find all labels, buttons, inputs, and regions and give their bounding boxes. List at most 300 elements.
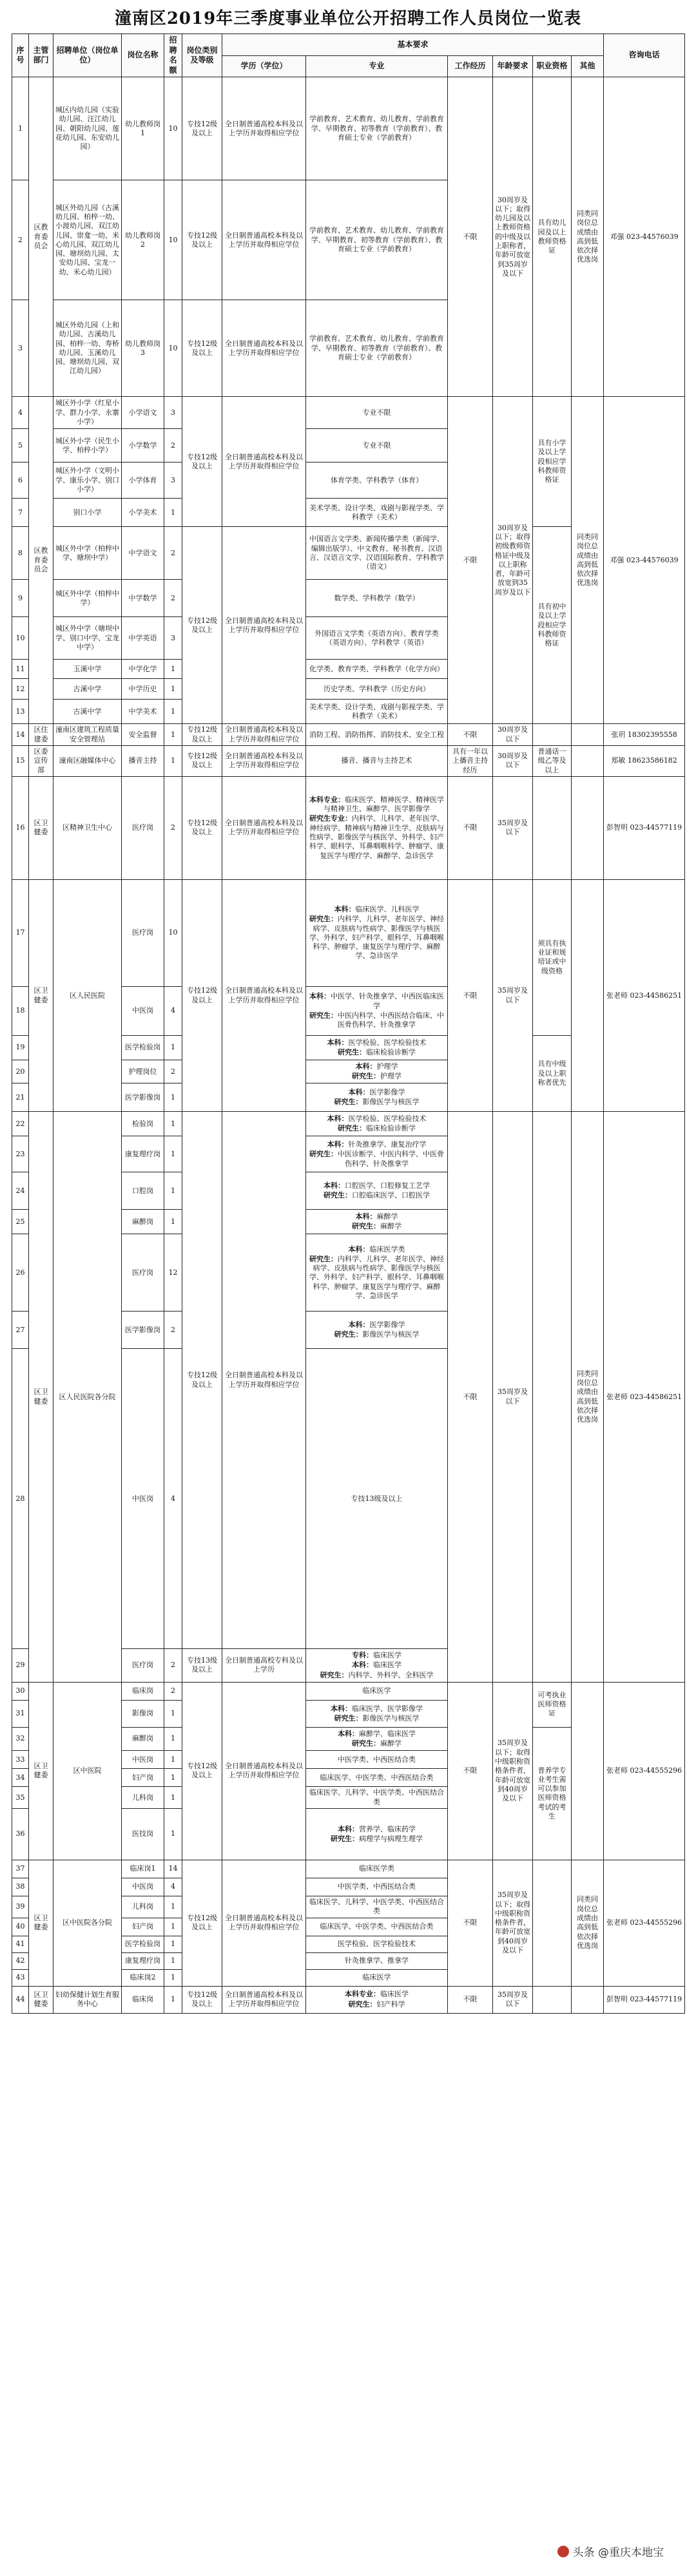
table-cell: 1 [164, 1936, 182, 1952]
major-line [308, 1150, 445, 1169]
table-cell: 全日制普通高校本科及以上学历并取得相应学位 [222, 77, 306, 180]
table-cell: 小学美术 [122, 499, 164, 527]
table-cell: 1 [164, 1769, 182, 1787]
major-line [308, 1181, 445, 1190]
table-cell: 临床医学、儿科学、中医学类、中西医结合类 [306, 1896, 448, 1918]
table-cell: 34 [12, 1769, 29, 1787]
table-cell: 儿科岗 [122, 1896, 164, 1918]
header-other: 其他 [572, 55, 604, 77]
table-cell: 1 [164, 1969, 182, 1986]
watermark [551, 2541, 670, 2562]
table-cell: 不限 [448, 724, 493, 746]
table-cell: 不限 [448, 1682, 493, 1860]
table-cell: 潼南区建筑工程质量安全管理站 [53, 724, 122, 746]
table-cell [306, 1727, 448, 1751]
major-line-text: 医学检验、医学检验技术 [348, 1114, 427, 1123]
major-line-label: 研究生： [352, 1222, 380, 1231]
table-cell [306, 1234, 448, 1312]
table-cell: 1 [164, 1952, 182, 1969]
table-cell: 中学数学 [122, 580, 164, 617]
header-unit: 招聘单位（岗位单位） [53, 34, 122, 77]
major-line [308, 1714, 445, 1723]
major-line-label: 本科专业： [345, 1990, 380, 1999]
table-cell: 区卫健委 [29, 879, 53, 1112]
table-cell: 临床医学、中医学类、中西医结合类 [306, 1918, 448, 1936]
major-line [308, 1825, 445, 1834]
table-cell: 区人民医院各分院 [53, 1112, 122, 1682]
table-cell: 中学美术 [122, 700, 164, 724]
major-line-text: 医学影像学 [369, 1321, 405, 1330]
table-cell: 区教育委员会 [29, 77, 53, 397]
table-cell: 10 [164, 180, 182, 300]
major-line [308, 1835, 445, 1844]
table-cell: 10 [164, 300, 182, 397]
table-cell [572, 776, 604, 879]
table-cell: 中学语文 [122, 527, 164, 580]
table-cell: 临床医学 [306, 1969, 448, 1986]
table-cell: 3 [164, 397, 182, 429]
major-line [308, 2000, 445, 2009]
table-cell: 小学数学 [122, 429, 164, 463]
header-basic-requirements: 基本要求 [222, 34, 604, 56]
table-cell: 安全监督 [122, 724, 164, 746]
table-cell: 22 [12, 1112, 29, 1136]
table-cell: 中医岗 [122, 986, 164, 1035]
major-line-text: 临床检验诊断学 [366, 1124, 416, 1133]
table-cell: 别口小学 [53, 499, 122, 527]
table-cell: 33 [12, 1751, 29, 1769]
table-cell: 8 [12, 527, 29, 580]
table-cell: 1 [164, 724, 182, 746]
table-cell: 全日制普通高校本科及以上学历并取得相应学位 [222, 776, 306, 879]
table-cell: 麻醉岗 [122, 1727, 164, 1751]
table-cell: 专技12级及以上 [182, 1682, 222, 1860]
table-cell: 医疗岗 [122, 1234, 164, 1312]
table-cell: 中医岗 [122, 1349, 164, 1649]
table-cell: 1 [164, 700, 182, 724]
major-line-label: 研究生： [331, 1835, 359, 1844]
major-line-label: 研究生： [309, 1011, 338, 1020]
table-cell: 4 [164, 1878, 182, 1896]
table-cell: 专技12级及以上 [182, 1112, 222, 1649]
table-cell: 1 [164, 1210, 182, 1234]
table-cell: 20 [12, 1060, 29, 1083]
table-cell: 具有初中及以上学段相应学科教师资格证 [533, 527, 572, 724]
table-cell: 不限 [448, 397, 493, 724]
table-cell: 中学化学 [122, 660, 164, 679]
table-cell: 具有中级及以上职称者优先 [533, 1035, 572, 1112]
table-cell [306, 1060, 448, 1083]
table-cell: 不限 [448, 879, 493, 1112]
table-cell: 潼南区融媒体中心 [53, 745, 122, 776]
table-cell: 医学影像岗 [122, 1083, 164, 1112]
major-line-text: 中医学、针灸推拿学、中西医临床医学 [331, 992, 444, 1010]
table-cell: 区卫健委 [29, 1112, 53, 1682]
page-title: 潼南区2019年三季度事业单位公开招聘工作人员岗位一览表 [114, 9, 582, 28]
table-cell: 全日制普通高校本科及以上学历并取得相应学位 [222, 1112, 306, 1649]
watermark-logo-icon [557, 2546, 569, 2557]
table-cell: 10 [12, 617, 29, 660]
table-cell: 21 [12, 1083, 29, 1112]
table-cell: 历史学类、学科教学（历史方向） [306, 679, 448, 700]
major-line-text: 麻醉学 [380, 1739, 401, 1748]
table-cell: 医学检验岗 [122, 1936, 164, 1952]
table-cell: 18 [12, 986, 29, 1035]
major-line-label: 研究生专业： [309, 814, 352, 823]
table-cell: 外国语言文学类（英语方向）、教育学类（英语方向）、学科教学（英语） [306, 617, 448, 660]
header-quota: 招聘名额 [164, 34, 182, 77]
table-cell [572, 724, 604, 746]
table-cell [572, 1986, 604, 2013]
table-cell: 35 [12, 1787, 29, 1809]
table-cell: 1 [164, 1751, 182, 1769]
major-line [308, 1048, 445, 1057]
watermark-text: 头条 @重庆本地宝 [572, 2546, 664, 2559]
major-line-text: 护理学 [376, 1062, 398, 1071]
table-cell: 1 [164, 1787, 182, 1809]
major-line [308, 1671, 445, 1680]
table-header [12, 34, 685, 77]
table-cell: 2 [164, 1060, 182, 1083]
major-line-label: 本科： [334, 904, 356, 913]
table-cell: 全日制普通高校本科及以上学历并取得相应学位 [222, 527, 306, 724]
major-line [308, 1088, 445, 1097]
table-cell: 14 [12, 724, 29, 746]
major-line [308, 1739, 445, 1748]
major-line [308, 1062, 445, 1071]
table-cell: 临床岗 [122, 1986, 164, 2013]
major-line [308, 1072, 445, 1081]
table-cell: 1 [164, 1035, 182, 1060]
table-cell: 专业不限 [306, 397, 448, 429]
table-cell: 35周岁及以下 [493, 879, 533, 1112]
table-cell: 临床医学、儿科学、中医学类、中西医结合类 [306, 1787, 448, 1809]
major-line-label: 研究生： [348, 1999, 377, 2008]
table-cell: 1 [164, 1986, 182, 2013]
table-cell: 35周岁及以下；取得中级职称资格条件者，年龄可放宽到40周岁及以下 [493, 1860, 533, 1987]
table-cell: 城区外中学（塘坝中学、别口中学、宝龙中学） [53, 617, 122, 660]
table-cell: 妇幼保健计划生育服务中心 [53, 1986, 122, 2013]
table-cell: 中学英语 [122, 617, 164, 660]
table-cell [306, 1172, 448, 1210]
major-line-label: 本科： [324, 1181, 345, 1190]
table-cell: 4 [12, 397, 29, 429]
table-cell: 妇产岗 [122, 1918, 164, 1936]
table-cell: 3 [164, 463, 182, 499]
table-cell: 小学语文 [122, 397, 164, 429]
table-cell: 医疗岗 [122, 879, 164, 986]
table-cell: 影像岗 [122, 1700, 164, 1727]
major-line [308, 1321, 445, 1330]
table-cell: 美术学类、设计学类、戏剧与影视学类、学科教学（美术） [306, 499, 448, 527]
table-cell: 区卫健委 [29, 776, 53, 879]
recruitment-table [12, 33, 685, 2014]
table-cell: 区卫健委 [29, 1860, 53, 1987]
header-contact: 咨询电话 [604, 34, 685, 77]
table-cell [306, 879, 448, 986]
table-cell: 专技12级及以上 [182, 527, 222, 724]
table-cell: 1 [164, 1896, 182, 1918]
major-line-label: 本科： [338, 1824, 359, 1833]
table-cell: 儿科岗 [122, 1787, 164, 1809]
table-cell: 张老师 023-44555296 [604, 1860, 685, 1987]
table-cell: 医技岗 [122, 1809, 164, 1860]
table-cell: 40 [12, 1918, 29, 1936]
table-cell: 13 [12, 700, 29, 724]
table-cell: 医学影像岗 [122, 1312, 164, 1349]
table-cell [533, 724, 572, 746]
major-line-label: 本科： [348, 1088, 370, 1097]
table-row [12, 745, 685, 776]
table-cell: 全日制普通高校本科及以上学历并取得相应学位 [222, 724, 306, 746]
major-line-text: 内科学、儿科学、老年医学、神经病学、精神病与精神卫生学、皮肤病与性病学、影像医学与核医学、外科学、妇产科学、眼科学、耳鼻咽喉科学、肿瘤学、康复医学与理疗学、麻醉学、急诊医学 [309, 814, 444, 860]
table-cell: 专技12级及以上 [182, 300, 222, 397]
major-line [308, 1255, 445, 1301]
table-cell [306, 1700, 448, 1727]
table-cell: 张老师 023-44586251 [604, 1112, 685, 1682]
major-line-label: 研究生： [334, 1330, 363, 1339]
table-cell: 城区外幼儿园（上和幼儿园、古溪幼儿园、柏梓一幼、寿桥幼儿园、玉溪幼儿园、塘坝幼儿园、双江幼儿园） [53, 300, 122, 397]
table-cell: 临床医学类 [306, 1860, 448, 1878]
table-row [12, 1112, 685, 1136]
table-cell: 口腔岗 [122, 1172, 164, 1210]
table-cell: 具有一年以上播音主持经历 [448, 745, 493, 776]
header-qualification: 职业资格 [533, 55, 572, 77]
table-cell: 19 [12, 1035, 29, 1060]
major-line [308, 1661, 445, 1670]
table-cell: 1 [164, 1809, 182, 1860]
header-education: 学历（学位） [222, 55, 306, 77]
table-cell: 临床岗 [122, 1682, 164, 1700]
major-line-text: 针灸推拿学、康复治疗学 [348, 1140, 427, 1149]
table-cell: 38 [12, 1878, 29, 1896]
table-cell: 全日制普通高校本科及以上学历并取得相应学位 [222, 180, 306, 300]
table-cell: 播音、播音与主持艺术 [306, 745, 448, 776]
table-cell: 2 [164, 580, 182, 617]
table-cell: 全日制普通高校本科及以上学历并取得相应学位 [222, 397, 306, 527]
table-cell [306, 1809, 448, 1860]
table-row [12, 397, 685, 429]
table-cell: 护理岗位 [122, 1060, 164, 1083]
table-cell: 43 [12, 1969, 29, 1986]
major-line [308, 1651, 445, 1660]
table-cell: 区中医院 [53, 1682, 122, 1860]
table-cell: 专技12级及以上 [182, 1986, 222, 2013]
major-line-text: 中医内科学、中西医结合临床、中医骨伤科学、针灸推拿学 [338, 1011, 444, 1029]
table-cell: 专业不限 [306, 429, 448, 463]
major-line-text: 麻醉学 [380, 1222, 401, 1231]
table-cell: 区教育委员会 [29, 397, 53, 724]
table-cell: 可考执业医师资格证 [533, 1682, 572, 1727]
table-cell: 15 [12, 745, 29, 776]
table-cell [533, 1986, 572, 2013]
table-cell: 彭智明 023-44577119 [604, 776, 685, 879]
major-line [308, 1330, 445, 1339]
table-cell: 6 [12, 463, 29, 499]
major-line-label: 专科： [352, 1650, 373, 1659]
major-line [308, 1990, 445, 1999]
table-cell: 邓强 023-44576039 [604, 77, 685, 397]
table-row [12, 879, 685, 986]
major-line-text: 病理学与病理生理学 [359, 1835, 423, 1844]
table-cell: 30周岁及以下；取得初级教师资格证中级及以上职称者，年龄可放宽到35周岁及以下 [493, 397, 533, 724]
table-cell: 张玥 18302395558 [604, 724, 685, 746]
table-cell: 麻醉岗 [122, 1210, 164, 1234]
major-line [308, 1114, 445, 1123]
table-cell: 体育学类、学科教学（体育） [306, 463, 448, 499]
table-cell: 播音主持 [122, 745, 164, 776]
table-cell: 1 [164, 660, 182, 679]
major-line-label: 本科： [331, 1704, 352, 1713]
table-cell: 11 [12, 660, 29, 679]
table-cell: 学前教育、艺术教育、幼儿教育、学前教育学、早期教育、初等教育（学前教育）、教育硕士专业（学前教育） [306, 180, 448, 300]
table-cell: 区中医院各分院 [53, 1860, 122, 1987]
table-cell: 学前教育、艺术教育、幼儿教育、学前教育学、早期教育、初等教育（学前教育）、教育硕士专业（学前教育） [306, 300, 448, 397]
table-body [12, 77, 685, 2013]
table-cell: 17 [12, 879, 29, 986]
table-cell: 小学体育 [122, 463, 164, 499]
major-line-text: 医学检验、医学检验技术 [348, 1038, 427, 1047]
major-line [308, 796, 445, 814]
table-cell: 专技13级及以上 [306, 1349, 448, 1649]
header-major: 专业 [306, 55, 448, 77]
table-cell: 全日制普通高校本科及以上学历并取得相应学位 [222, 1986, 306, 2013]
table-cell: 中学历史 [122, 679, 164, 700]
major-line-text: 临床医学、医学影像学 [352, 1704, 423, 1713]
major-line [308, 1212, 445, 1221]
header-age: 年龄要求 [493, 55, 533, 77]
table-cell: 专技12级及以上 [182, 745, 222, 776]
major-line-label: 研究生： [324, 1191, 352, 1200]
major-line [308, 814, 445, 860]
table-cell: 专技13级及以上 [182, 1648, 222, 1682]
table-cell: 专技12级及以上 [182, 724, 222, 746]
table-cell: 临床医学、中医学类、中西医结合类 [306, 1769, 448, 1787]
table-cell: 医学检验岗 [122, 1035, 164, 1060]
table-cell: 临床岗2 [122, 1969, 164, 1986]
table-cell: 41 [12, 1936, 29, 1952]
table-cell: 23 [12, 1136, 29, 1172]
table-cell: 10 [164, 77, 182, 180]
table-cell: 4 [164, 1349, 182, 1649]
table-cell: 28 [12, 1349, 29, 1649]
major-line-label: 研究生： [338, 1047, 366, 1056]
major-line-text: 内科学、儿科学、老年医学、神经病学、皮肤病与性病学、影像医学与核医学、外科学、妇产科学、眼科学、耳鼻咽喉科学、肿瘤学、康复医学与理疗学、麻醉学、急诊医学 [309, 1254, 444, 1301]
table-cell: 具有小学及以上学段相应学科教师资格证 [533, 397, 572, 527]
table-cell: 26 [12, 1234, 29, 1312]
major-line-text: 口腔医学、口腔修复工艺学 [345, 1181, 430, 1190]
table-cell: 3 [164, 617, 182, 660]
table-cell: 39 [12, 1896, 29, 1918]
table-cell: 检验岗 [122, 1112, 164, 1136]
table-cell: 30周岁及以下 [493, 745, 533, 776]
table-cell: 区卫健委 [29, 1986, 53, 2013]
table-cell: 1 [164, 1112, 182, 1136]
table-cell: 普通话一级乙等及以上 [533, 745, 572, 776]
major-line-label: 研究生： [352, 1739, 380, 1748]
table-cell [306, 1035, 448, 1060]
table-cell: 1 [164, 1700, 182, 1727]
table-cell: 25 [12, 1210, 29, 1234]
table-cell: 须具有执业证和规培证或中级资格 [533, 879, 572, 1035]
table-cell: 2 [164, 776, 182, 879]
table-cell: 古溪中学 [53, 700, 122, 724]
table-cell: 区卫健委 [29, 1682, 53, 1860]
major-line-label: 研究生： [309, 1150, 338, 1159]
table-cell: 中医岗 [122, 1751, 164, 1769]
table-cell: 数学类、学科教学（数学） [306, 580, 448, 617]
major-line [308, 992, 445, 1011]
table-cell: 临床岗1 [122, 1860, 164, 1878]
table-cell: 1 [164, 499, 182, 527]
table-cell: 全日制普通高校本科及以上学历并取得相应学位 [222, 879, 306, 1112]
major-line-text: 临床医学类 [369, 1245, 405, 1254]
major-line [308, 1730, 445, 1739]
major-line-text: 影像医学与核医学 [362, 1713, 420, 1722]
major-line-label: 本科专业： [309, 795, 345, 804]
table-cell [533, 1112, 572, 1682]
table-cell: 幼儿教师岗1 [122, 77, 164, 180]
table-cell: 1 [12, 77, 29, 180]
table-cell: 幼儿教师岗2 [122, 180, 164, 300]
major-line-label: 研究生： [334, 1098, 363, 1107]
major-line-label: 本科： [338, 1729, 359, 1738]
major-line [308, 915, 445, 960]
table-cell: 城区外小学（文明小学、康乐小学、别口小学） [53, 463, 122, 499]
table-cell: 不限 [448, 1986, 493, 2013]
table-cell: 35周岁及以下 [493, 776, 533, 879]
table-cell: 1 [164, 1172, 182, 1210]
major-line-text: 内科学、外科学、全科医学 [348, 1670, 434, 1679]
major-line-text: 临床医学、精神医学、精神医学与精神卫生、麻醉学、医学影像学 [324, 795, 444, 814]
table-row [12, 1682, 685, 1700]
major-line-text: 麻醉学、临床医学 [359, 1729, 416, 1738]
table-cell: 同类同岗位总成绩由高到低依次择优选岗 [572, 1860, 604, 1987]
table-cell: 中医岗 [122, 1878, 164, 1896]
major-line-label: 本科： [348, 1321, 370, 1330]
table-cell: 44 [12, 1986, 29, 2013]
table-cell: 同类同岗位总成绩由高到低依次择优选岗 [572, 77, 604, 397]
table-cell [306, 1083, 448, 1112]
table-cell: 全日制普通高校本科及以上学历并取得相应学位 [222, 745, 306, 776]
major-line-label: 本科： [309, 992, 331, 1001]
major-line-text: 临床医学、儿科医学 [355, 904, 420, 913]
major-line-label: 研究生： [334, 1713, 363, 1722]
major-line-text: 影像医学与核医学 [362, 1330, 420, 1339]
table-cell: 7 [12, 499, 29, 527]
table-cell: 郑敏 18623586182 [604, 745, 685, 776]
major-line-text: 内科学、儿科学、老年医学、神经病学、皮肤病与性病学、影像医学与核医学、外科学、妇产科学、眼科学、耳鼻咽喉科学、肿瘤学、康复医学与理疗学、麻醉学、急诊医学 [309, 915, 444, 960]
table-cell: 29 [12, 1648, 29, 1682]
table-cell: 张老师 023-44555296 [604, 1682, 685, 1860]
major-line-label: 本科： [352, 1661, 373, 1670]
table-cell: 康复理疗岗 [122, 1136, 164, 1172]
table-cell: 城区外中学（柏梓中学） [53, 580, 122, 617]
major-line-text: 临床检验诊断学 [366, 1047, 416, 1056]
header-category: 岗位类别及等级 [182, 34, 222, 77]
table-cell: 不限 [448, 1112, 493, 1682]
table-row [12, 776, 685, 879]
major-line-label: 本科： [327, 1114, 349, 1123]
major-line-label: 研究生： [352, 1072, 380, 1081]
header-experience: 工作经历 [448, 55, 493, 77]
table-cell: 区人民医院 [53, 879, 122, 1112]
major-line-label: 本科： [355, 1062, 377, 1071]
major-line-label: 研究生： [309, 915, 338, 924]
header-dept: 主管部门 [29, 34, 53, 77]
table-cell: 中国语言文学类、新闻传播学类（新闻学、编辑出版学）、中文教育、秘书教育、汉语言、汉语言文学、汉语国际教育、学科教学（语文） [306, 527, 448, 580]
table-cell: 专技12级及以上 [182, 180, 222, 300]
